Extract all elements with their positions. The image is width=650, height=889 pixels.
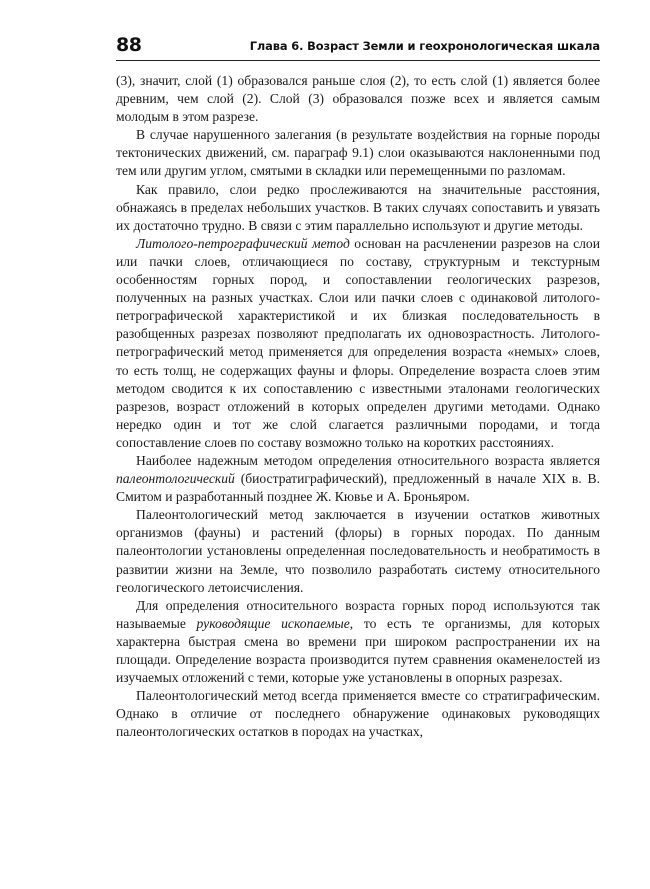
text-run: Для определения относительного возраста горных пород используются так называемые [116,597,600,631]
page-number: 88 [116,34,142,56]
italic-term: палеонтологический [116,471,235,487]
italic-term: Литолого-петрографический метод [136,235,350,251]
text-run: (биостратиграфический), предложенный в начале XIX в. В. Смитом и разработанный позднее Ж. Кювье и А. Броньяром. [116,471,600,505]
paragraph [116,597,600,687]
paragraph [116,181,600,235]
text-run: , то есть те организмы, для которых характерна быстрая смена во времени при широком распространении их на площади. Определение возраста производится путем сравнения окаменелостей из изучаемых отложений с теми, которые уже установлены в опорных разрезах. [116,615,600,686]
header-rule [116,60,600,61]
running-head: Глава 6. Возраст Земли и геохронологическая шкала [249,39,600,53]
paragraph [116,506,600,596]
paragraph [116,235,600,452]
paragraph [116,126,600,180]
text-run: Палеонтологический метод заключается в изучении остатков животных организмов (фауны) и растений (флоры) в горных породах. По данным палеонтологии установлены определенная последовательность и необратимость в развитии жизни на Земле, что позволило разработать систему относительного геологического летоисчисления. [116,507,600,595]
text-run: Палеонтологический метод всегда применяется вместе со стратиграфическим. Однако в отличие от последнего обнаружение одинаковых руководящих палеонтологических остатков в породах на участках, [116,688,600,740]
text-run: основан на расчленении разрезов на слои или пачки слоев, отличающиеся по составу, структурным и текстурным особенностям горных пород, и сопоставлении геологических разрезов, полученных на разных участках. Слои или пачки слоев с одинаковой литолого-петрографической характеристикой и их близкая последовательность в разобщенных разрезах позволяют предполагать их одновозрастность. Литолого-петрографический метод применяется для определения возраста «немых» слоев, то есть толщ, не содержащих фауны и флоры. Определение возраста слоев этим методом сводится к их сопоставлению с известными эталонами геологических разрезов, возраст отложений в которых определен другими методами. Однако нередко один и тот же слой слагается различными породами, и тогда сопоставление слоев по составу возможно только на коротких расстояниях. [116,235,600,450]
paragraph [116,687,600,741]
italic-term: руководящие ископаемые [196,615,350,631]
body-text [116,72,600,741]
text-run: Наиболее надежным методом определения относительного возраста является [136,452,600,468]
text-run: В случае нарушенного залегания (в результате воздействия на горные породы тектонических движений, см. параграф 9.1) слои оказываются наклоненными под тем или другим углом, смятыми в складки или перемещенными по разломам. [116,127,600,179]
paragraph [116,72,600,126]
paragraph [116,452,600,506]
text-run: Как правило, слои редко прослеживаются на значительные расстояния, обнажаясь в пределах небольших участков. В таких случаях сопоставить и увязать их достаточно трудно. В связи с этим параллельно используют и другие методы. [116,181,600,233]
page-header [116,34,600,60]
text-run: (3), значит, слой (1) образовался раньше слоя (2), то есть слой (1) является более древним, чем слой (2). Слой (3) образовался позже всех и является самым молодым в этом разрезе. [116,73,600,125]
